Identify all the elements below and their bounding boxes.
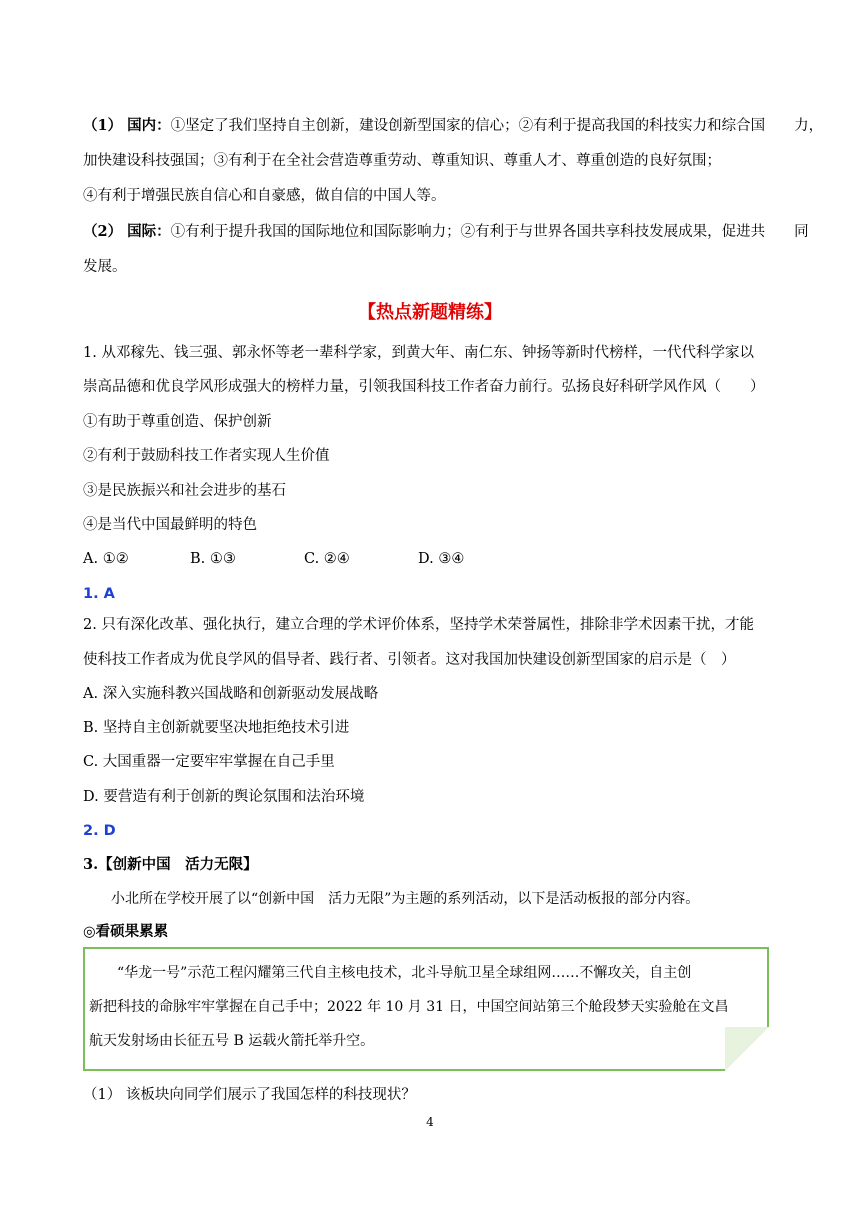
section-title: 【热点新题精练】 — [358, 302, 502, 323]
q2-option-b: B. 坚持自主创新就要坚决地拒绝技术引进 — [83, 720, 350, 736]
bulletin-box — [83, 947, 769, 1071]
q3-intro: 小北所在学校开展了以“创新中国 活力无限”为主题的系列活动，以下是活动板报的部分内容。 — [111, 891, 700, 907]
q2-option-d: D. 要营造有利于创新的舆论氛围和法治环境 — [83, 789, 365, 805]
international-line-2: 发展。 — [83, 259, 127, 275]
q2-answer: 2. D — [83, 823, 116, 839]
q2-stem-line-2: 使科技工作者成为优良学风的倡导者、践行者、引领者。这对我国加快建设创新型国家的启示是（ ） — [83, 652, 736, 668]
q1-statement-4: ④是当代中国最鲜明的特色 — [83, 517, 257, 533]
q1-statement-2: ②有利于鼓励科技工作者实现人生价值 — [83, 448, 330, 464]
q2-stem-line-1: 2. 只有深化改革、强化执行，建立合理的学术评价体系，坚持学术荣誉属性，排除非学术因素干扰，才能 — [83, 617, 754, 633]
page-curl-corner — [725, 1027, 769, 1071]
domestic-text-1: ①坚定了我们坚持自主创新，建设创新型国家的信心；②有利于提高我国的科技实力和综合国 力， — [170, 118, 824, 134]
domestic-line-3: ④有利于增强民族自信心和自豪感，做自信的中国人等。 — [83, 188, 446, 204]
q1-statement-3: ③是民族振兴和社会进步的基石 — [83, 483, 286, 499]
q1-choice-a: A. ①② — [83, 551, 129, 567]
q1-stem-line-1: 1. 从邓稼先、钱三强、郭永怀等老一辈科学家，到黄大年、南仁东、钟扬等新时代榜样，一代代科学家以 — [83, 345, 754, 361]
q1-stem-line-2: 崇高品德和优良学风形成强大的榜样力量，引领我国科技工作者奋力前行。弘扬良好科研学风作风（ ） — [83, 379, 765, 395]
domestic-line-1 — [83, 116, 823, 136]
international-text-1: ①有利于提升我国的国际地位和国际影响力；②有利于与世界各国共享科技发展成果，促进共 同 — [170, 224, 809, 240]
bulletin-line-2: 新把科技的命脉牢牢掌握在自己手中；2022 年 10 月 31 日，中国空间站第三个舱段梦天实验舱在文昌 — [89, 999, 729, 1015]
q1-choice-c: C. ②④ — [304, 551, 350, 567]
international-lead: （2） 国际： — [83, 223, 171, 240]
bulletin-line-1: “华龙一号”示范工程闪耀第三代自主核电技术，北斗导航卫星全球组网……不懈攻关，自主创 — [117, 965, 692, 981]
q3-sub-heading: ◎看硕果累累 — [83, 923, 169, 940]
q3-sub-question-1: （1） 该板块向同学们展示了我国怎样的科技现状？ — [83, 1087, 416, 1103]
page-number: 4 — [426, 1115, 434, 1129]
q1-choice-d: D. ③④ — [418, 551, 465, 567]
q3-heading: 3.【创新中国 活力无限】 — [83, 856, 258, 873]
q1-statement-1: ①有助于尊重创造、保护创新 — [83, 414, 272, 430]
international-line-1 — [83, 222, 809, 242]
domestic-lead: （1） 国内： — [83, 117, 171, 134]
q1-answer: 1. A — [83, 586, 115, 602]
q2-option-a: A. 深入实施科教兴国战略和创新驱动发展战略 — [83, 686, 379, 702]
bulletin-line-3: 航天发射场由长征五号 B 运载火箭托举升空。 — [89, 1033, 375, 1049]
domestic-line-2: 加快建设科技强国；③有利于在全社会营造尊重劳动、尊重知识、尊重人才、尊重创造的良好氛围； — [83, 153, 721, 169]
q2-option-c: C. 大国重器一定要牢牢掌握在自己手里 — [83, 754, 335, 770]
q1-choice-b: B. ①③ — [190, 551, 236, 567]
